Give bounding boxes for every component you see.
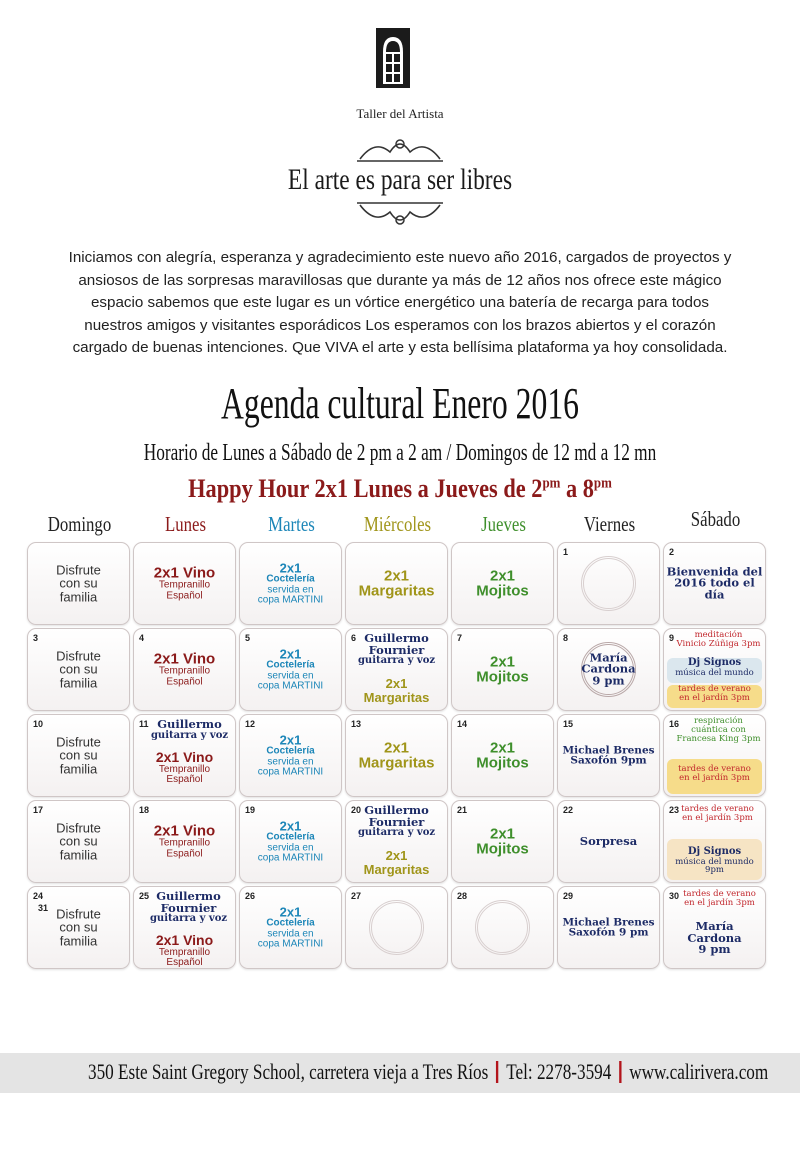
event-mojitos: 2x1 Mojitos (476, 738, 529, 772)
calendar-cell[interactable] (557, 714, 660, 797)
day-header-martes: Martes (268, 512, 315, 536)
calendar-cell[interactable] (451, 628, 554, 711)
event-dj: Dj Signos música del mundo (667, 658, 762, 683)
event-domingo: Disfrute con su familia (56, 648, 101, 691)
event-margaritas: 2x1 Margaritas (363, 676, 430, 705)
date-number: 7 (457, 633, 463, 643)
event-vino: 2x1 Vino Tempranillo Español (155, 749, 214, 786)
date-number: 13 (351, 719, 362, 729)
calendar-cell[interactable] (27, 800, 130, 883)
day-header-jueves: Jueves (481, 512, 526, 536)
calendar-cell[interactable] (663, 714, 766, 797)
calendar-cell[interactable] (27, 886, 130, 969)
date-number: 31 (38, 903, 49, 913)
date-number: 22 (563, 805, 574, 815)
event-meditacion: meditación Vinicio Zúñiga 3pm (676, 630, 761, 649)
calendar-cell[interactable] (27, 628, 130, 711)
date-number: 8 (563, 633, 569, 643)
event-vino: 2x1 Vino Tempranillo Español (153, 650, 216, 688)
event-cocteleria: 2x1 Coctelería servida en copa MARTINI (257, 731, 324, 778)
event-margaritas: 2x1 Margaritas (358, 738, 435, 772)
calendar-cell[interactable] (557, 628, 660, 711)
date-number: 24 (33, 891, 44, 901)
day-header-lunes: Lunes (164, 512, 207, 536)
brand-name: Taller del Artista (356, 106, 444, 121)
event-maria: María Cardona 9 pm (687, 919, 742, 957)
calendar-cell[interactable] (663, 886, 766, 969)
calendar-cell[interactable] (27, 714, 130, 797)
separator (619, 1061, 621, 1083)
calendar-cell[interactable] (239, 628, 342, 711)
event-tardes: tardes de verano en el jardín 3pm (667, 759, 762, 794)
date-number: 2 (669, 547, 675, 557)
footer-phone[interactable]: Tel: 2278-3594 (506, 1059, 612, 1084)
event-guillermo: Guillermo guitarra y voz (150, 717, 229, 741)
date-number: 4 (139, 633, 145, 643)
date-number: 30 (669, 891, 680, 901)
date-number: 25 (139, 891, 150, 901)
event-tardes: tardes de verano en el jardín 3pm (681, 804, 754, 823)
calendar-cell[interactable] (557, 886, 660, 969)
calendar-cell[interactable] (345, 628, 448, 711)
date-number: 27 (351, 891, 362, 901)
day-header-domingo: Domingo (47, 512, 112, 536)
day-header-miercoles: Miércoles (363, 512, 432, 536)
date-number: 14 (457, 719, 468, 729)
event-cocteleria: 2x1 Coctelería servida en copa MARTINI (257, 903, 324, 950)
date-number: 17 (33, 805, 44, 815)
date-number: 3 (33, 633, 39, 643)
date-number: 18 (139, 805, 150, 815)
date-number: 5 (245, 633, 251, 643)
calendar-cell[interactable] (239, 714, 342, 797)
calendar-cell[interactable] (451, 542, 554, 625)
event-bienvenida: Bienvenida del 2016 todo el día (666, 563, 763, 602)
event-michael: Michael Brenes Saxofón 9pm (562, 743, 655, 767)
calendar-cell[interactable] (133, 886, 236, 969)
footer-info (88, 1059, 769, 1085)
event-domingo: Disfrute con su familia (56, 820, 101, 863)
event-vino: 2x1 Vino Tempranillo Español (153, 822, 216, 860)
calendar-cell[interactable] (345, 886, 448, 969)
event-sorpresa: Sorpresa (579, 833, 638, 848)
event-tardes: tardes de verano en el jardín 3pm (683, 889, 756, 908)
calendar-cell[interactable] (133, 628, 236, 711)
happy-hour: Happy Hour 2x1 Lunes a Jueves de $2^{pm}$ a $8^{pm}$ (188, 474, 612, 503)
date-number: 19 (245, 805, 256, 815)
date-number: 23 (669, 805, 680, 815)
day-header-viernes: Viernes (583, 512, 636, 536)
event-vino: 2x1 Vino Tempranillo Español (155, 932, 214, 969)
date-number: 16 (669, 719, 680, 729)
calendar-cell[interactable] (133, 542, 236, 625)
date-number: 12 (245, 719, 256, 729)
calendar-cell[interactable] (345, 800, 448, 883)
ornament-ring-icon (475, 900, 530, 955)
event-cocteleria: 2x1 Coctelería servida en copa MARTINI (257, 645, 324, 692)
calendar-cell[interactable] (451, 800, 554, 883)
event-vino: 2x1 Vino Tempranillo Español (153, 564, 216, 602)
calendar-cell[interactable] (27, 542, 130, 625)
event-guillermo: Guillermo Fournier guitarra y voz (357, 803, 436, 839)
ornament-ring-icon (581, 556, 636, 611)
event-mojitos: 2x1 Mojitos (476, 566, 529, 600)
calendar-cell[interactable] (239, 886, 342, 969)
event-cocteleria: 2x1 Coctelería servida en copa MARTINI (257, 559, 324, 606)
calendar-cell[interactable] (133, 800, 236, 883)
calendar-cell[interactable] (345, 714, 448, 797)
date-number: 29 (563, 891, 574, 901)
calendar-cell[interactable] (663, 628, 766, 711)
event-respiracion: respiración cuántica con Francesa King 3pm (676, 716, 761, 744)
schedule-hours: Horario de Lunes a Sábado de 2 pm a 2 am / Domingos de 12 md a 12 mn (143, 440, 657, 466)
date-number: 20 (351, 805, 362, 815)
event-mojitos: 2x1 Mojitos (476, 652, 529, 686)
calendar-cell[interactable] (663, 800, 766, 883)
event-margaritas: 2x1 Margaritas (358, 566, 435, 600)
date-number: 1 (563, 547, 569, 557)
calendar-cell[interactable] (239, 542, 342, 625)
event-tardes: tardes de verano en el jardín 3pm (667, 685, 762, 708)
window-logo-icon (376, 28, 410, 88)
event-guillermo: Guillermo Fournier guitarra y voz (149, 889, 228, 925)
date-number: 15 (563, 719, 574, 729)
ornament-divider-icon (355, 200, 445, 230)
event-domingo: Disfrute con su familia (56, 562, 101, 605)
date-number: 6 (351, 633, 357, 643)
intro-paragraph: Iniciamos con alegría, esperanza y agradecimiento este nuevo año 2016, cargados de proyectos y ansiosos de las sorpresas maravillosas que durante ya más de 12 años nos ofrece este mágico espacio sabemos que este lugar es un vórtice energético una batería de recarga para todos nuestros amigos y visitantes esporádicos Los esperamos con los brazos abiertos y el corazón cargado de buenas intenciones. Que VIVA el arte y esta bellísima plataforma ya hoy consolidada. (68, 249, 732, 356)
ornament-divider-icon (355, 134, 445, 164)
calendar-cell[interactable] (451, 886, 554, 969)
footer-bar (0, 1053, 800, 1093)
date-number: 10 (33, 719, 44, 729)
date-number: 26 (245, 891, 256, 901)
date-number: 9 (669, 633, 675, 643)
footer-address: 350 Este Saint Gregory School, carretera vieja a Tres Ríos (88, 1059, 489, 1084)
event-guillermo: Guillermo Fournier guitarra y voz (357, 631, 436, 667)
ornament-ring-icon (369, 900, 424, 955)
calendar-cell[interactable] (345, 542, 448, 625)
calendar-cell[interactable] (663, 542, 766, 625)
calendar-cell[interactable] (451, 714, 554, 797)
event-mojitos: 2x1 Mojitos (476, 824, 529, 858)
event-maria: María Cardona 9 pm (581, 649, 636, 688)
event-dj: Dj Signos música del mundo 9pm (667, 839, 762, 880)
event-domingo: Disfrute con su familia (56, 734, 101, 777)
calendar-cell[interactable] (239, 800, 342, 883)
slogan: El arte es para ser libres (287, 163, 513, 196)
day-header-sabado: Sábado (690, 507, 741, 531)
calendar-cell[interactable] (557, 800, 660, 883)
date-number: 11 (139, 719, 149, 729)
date-number: 21 (457, 805, 468, 815)
calendar-cell[interactable] (133, 714, 236, 797)
event-domingo: Disfrute con su familia (56, 906, 101, 949)
event-cocteleria: 2x1 Coctelería servida en copa MARTINI (257, 817, 324, 864)
separator (496, 1061, 498, 1083)
event-margaritas: 2x1 Margaritas (363, 848, 430, 877)
agenda-title: Agenda cultural Enero 2016 (220, 379, 580, 428)
calendar-cell[interactable] (557, 542, 660, 625)
date-number: 28 (457, 891, 468, 901)
footer-website-link[interactable]: www.calirivera.com (629, 1059, 769, 1084)
event-michael: Michael Brenes Saxofón 9 pm (562, 915, 655, 939)
